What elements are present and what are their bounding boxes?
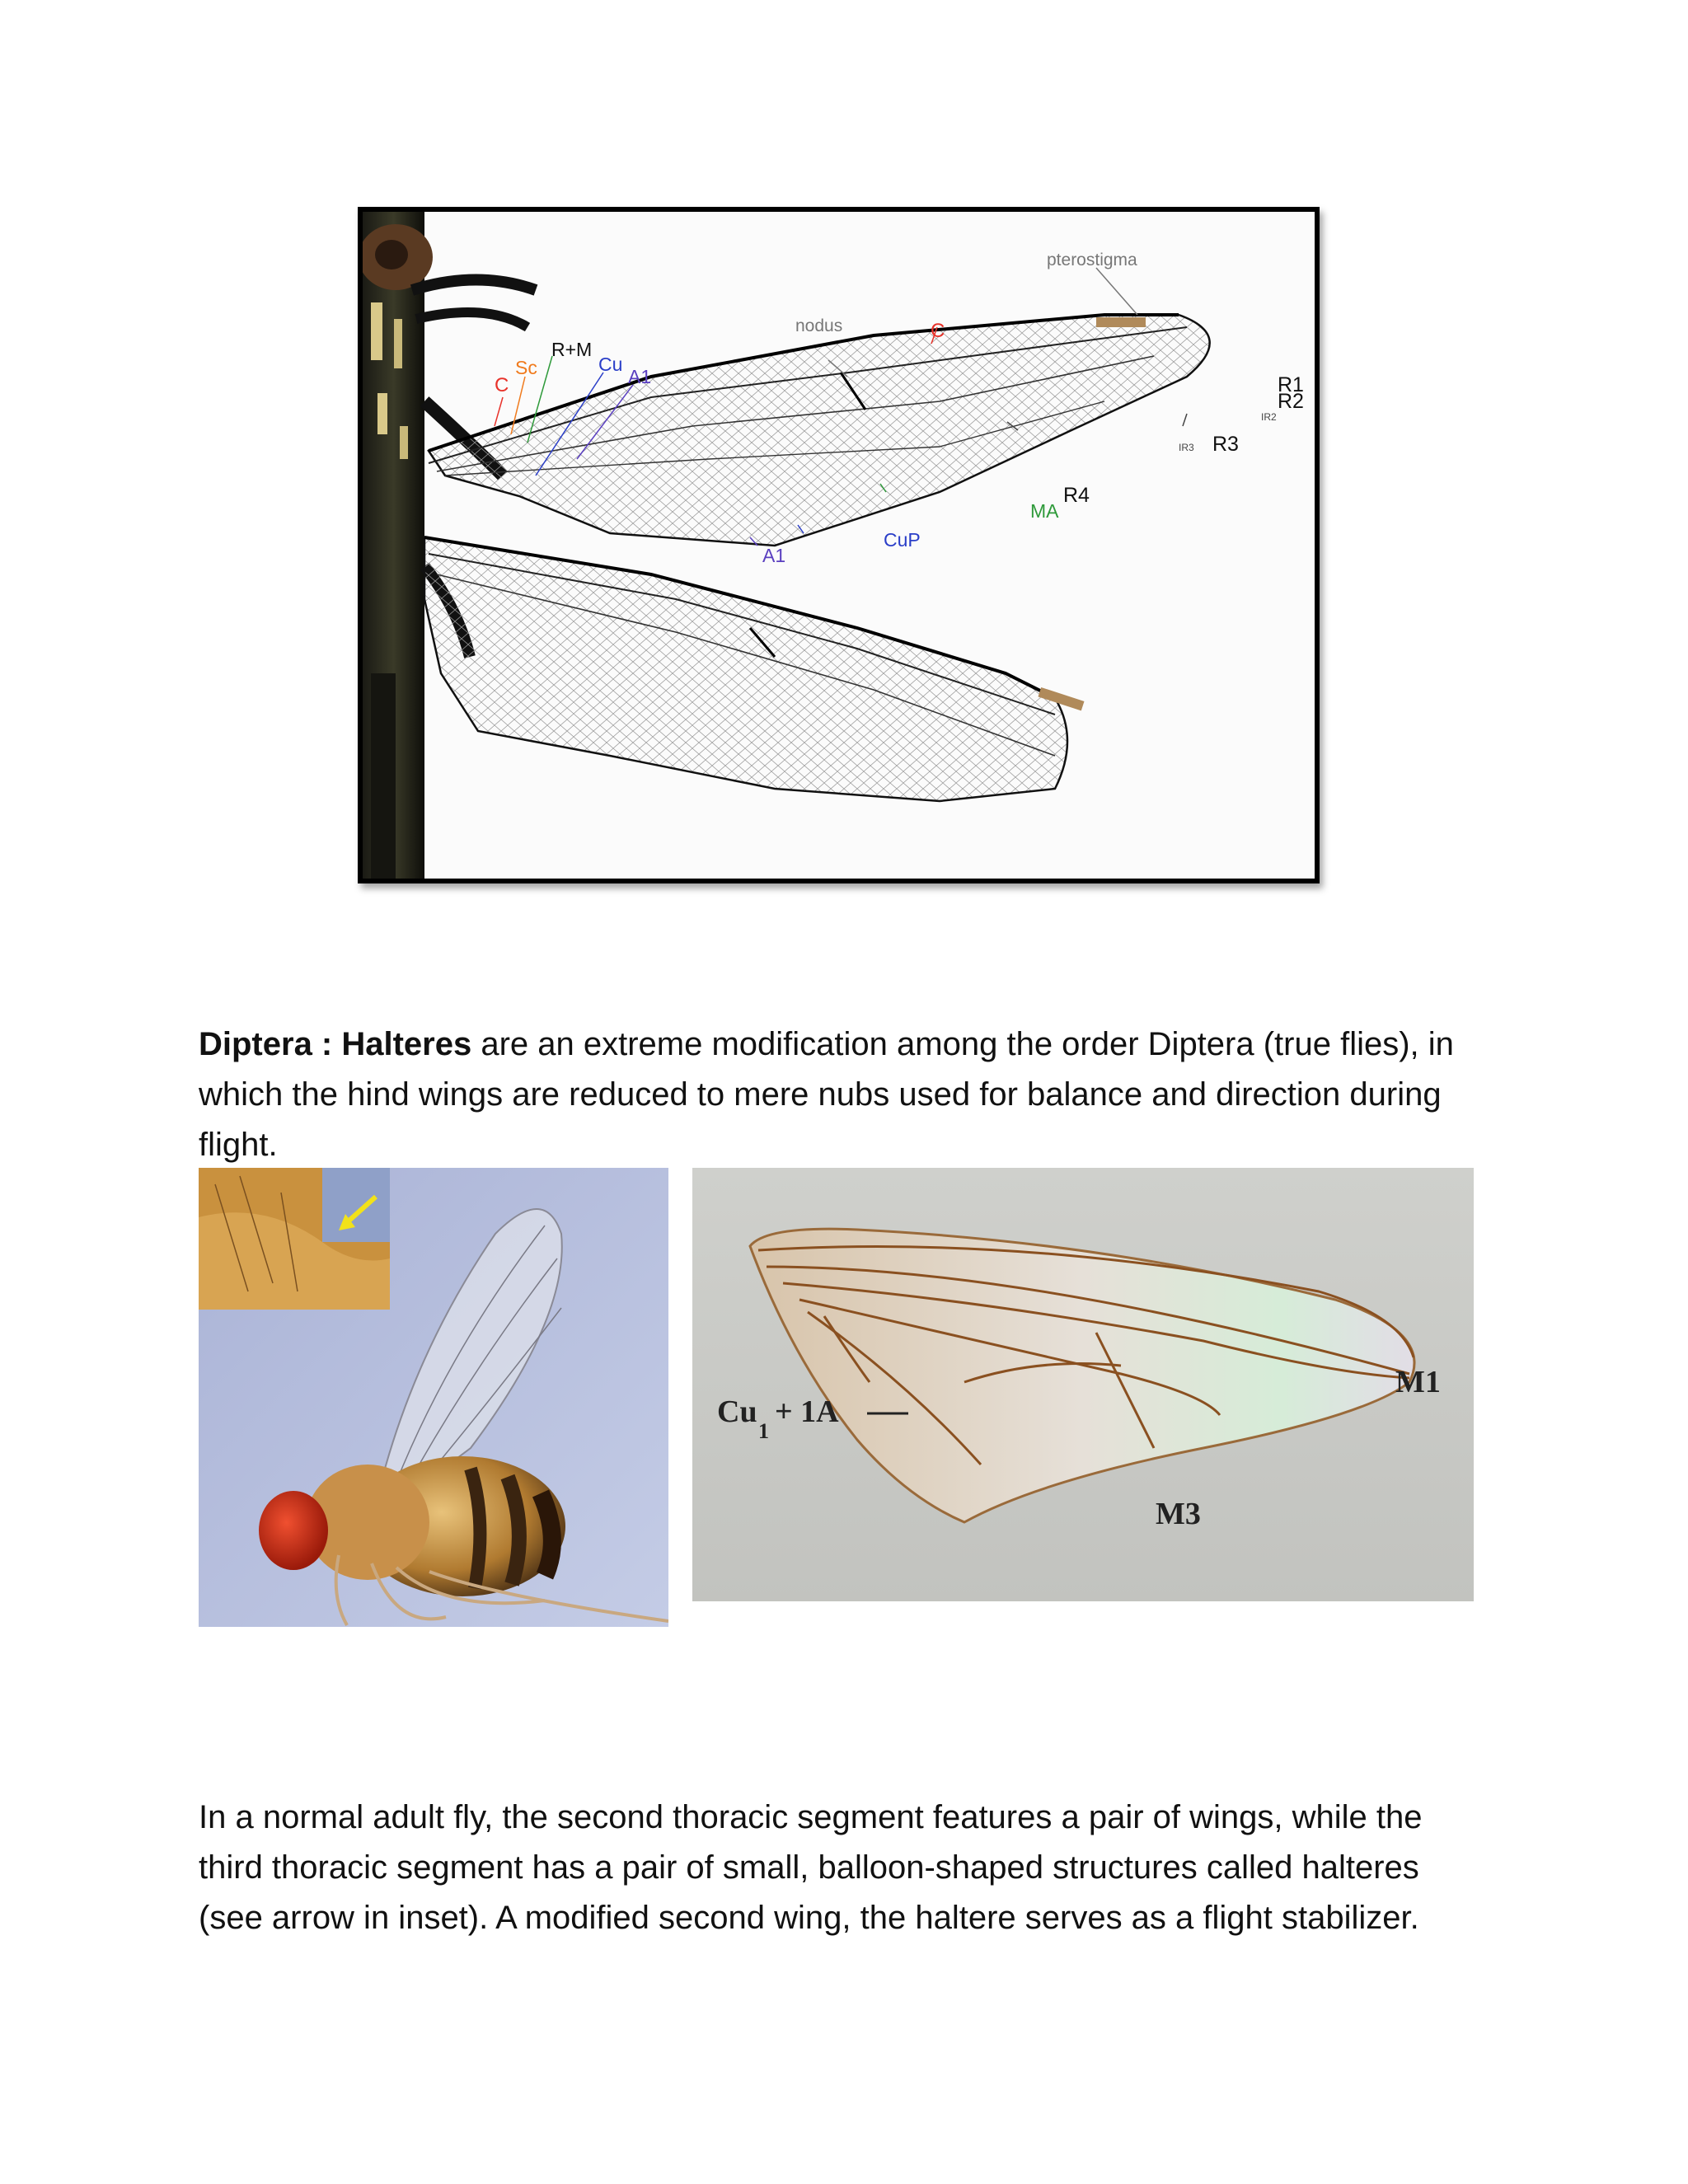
paragraph-1-text: are an extreme modification among the order Diptera (true flies), in which the hind wings are reduced to mere nubs used for balance and direction during flight. (199, 1026, 1454, 1163)
label-r3: R3 (1212, 433, 1239, 456)
label-c-top: C (931, 320, 945, 342)
label-r1: R1 (1278, 373, 1304, 396)
label-m1: M1 (1395, 1365, 1441, 1399)
label-ir3: IR3 (1179, 442, 1194, 453)
label-1a: + 1A (775, 1394, 839, 1429)
term-diptera-halteres: Diptera : Halteres (199, 1026, 472, 1062)
fruit-fly-photo (199, 1168, 668, 1627)
label-sc: Sc (515, 357, 537, 378)
diptera-wing-illustration (692, 1168, 1474, 1601)
label-rm: R+M (551, 339, 593, 360)
label-r4: R4 (1063, 484, 1090, 507)
label-cu-subscript: 1 (758, 1419, 769, 1443)
paragraph-diptera-halteres (199, 1019, 1484, 1170)
dragonfly-wing-figure (358, 207, 1320, 883)
label-cu: Cu (717, 1394, 757, 1429)
fore-pterostigma (1096, 317, 1146, 327)
label-ir2: IR2 (1261, 411, 1277, 423)
dragonfly-wing-diagram (363, 212, 1315, 879)
haltere-inset (199, 1168, 390, 1310)
label-cu: Cu (598, 354, 623, 375)
label-pterostigma: pterostigma (1047, 251, 1137, 269)
label-r2: R2 (1278, 390, 1304, 413)
label-a1-bottom: A1 (762, 545, 786, 566)
label-nodus: nodus (795, 316, 843, 335)
label-a1-top: A1 (628, 366, 652, 387)
label-c-left: C (495, 374, 509, 396)
paragraph-haltere-description: In a normal adult fly, the second thoracic segment features a pair of wings, while the third thoracic segment has a pair of small, balloon-shaped structures called halteres (see arrow in inset). A modified second wing, the haltere serves as a flight stabilizer. (199, 1799, 1423, 1936)
label-cup: CuP (884, 529, 921, 551)
fruit-fly-illustration (199, 1168, 668, 1627)
diptera-wing-photo (692, 1168, 1474, 1601)
label-m3: M3 (1156, 1497, 1201, 1531)
label-ma: MA (1030, 500, 1059, 522)
